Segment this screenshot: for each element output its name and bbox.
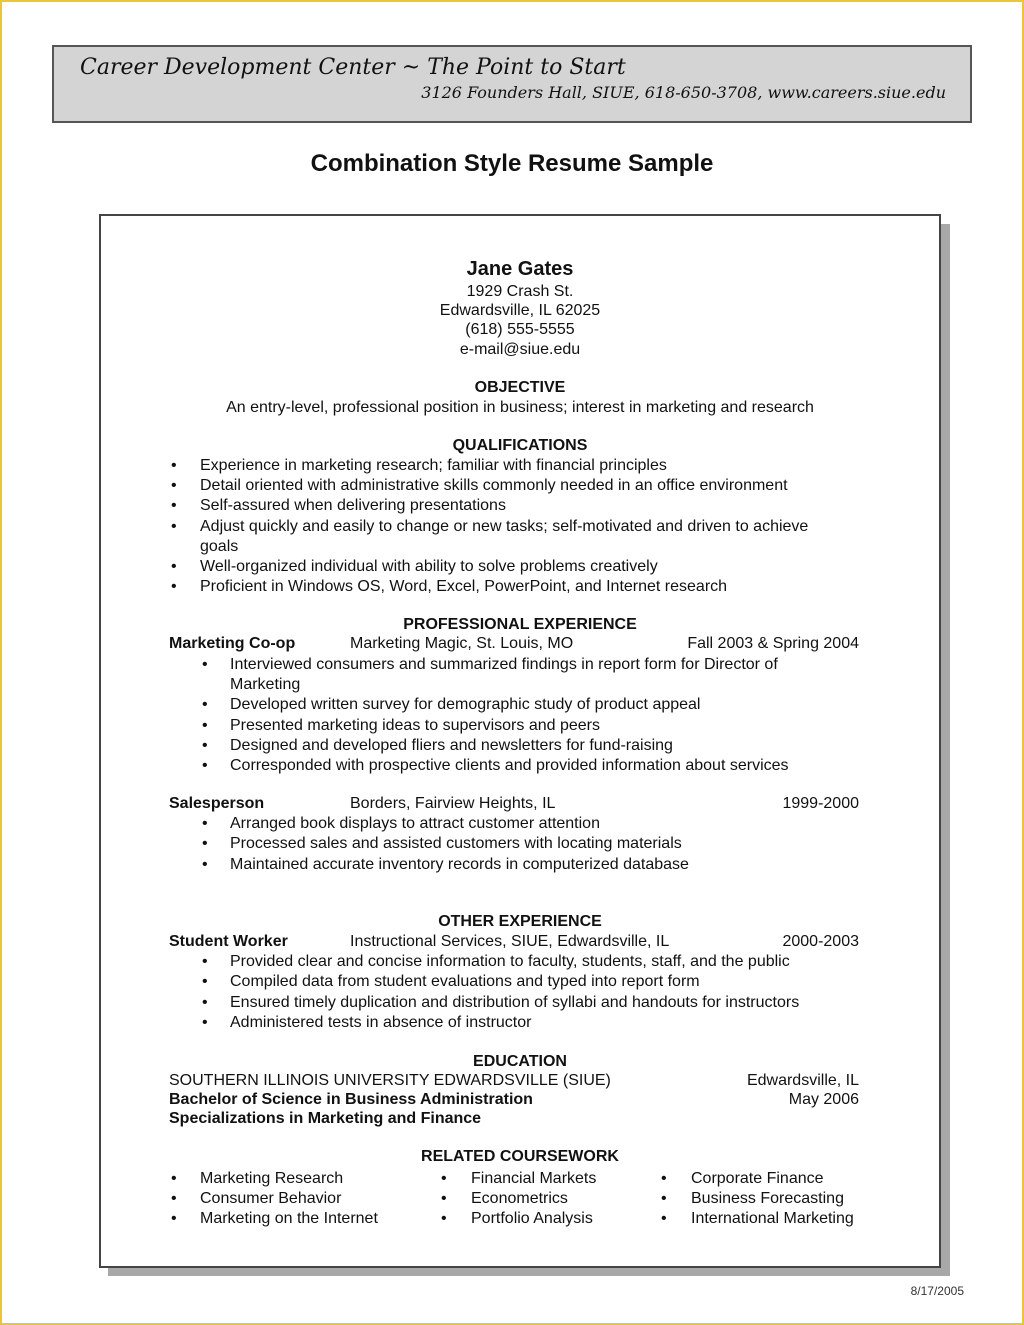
bullet-icon: • [441,1190,447,1208]
bullet-icon: • [202,656,208,673]
list-item-text: Presented marketing ideas to supervisors and peers [230,716,600,734]
bullet-icon: • [202,815,208,832]
list-item-text: Corporate Finance [691,1170,824,1187]
school-location: Edwardsville, IL [746,1072,859,1089]
list-item-text: Experience in marketing research; familiar with financial principles [200,457,667,474]
resume-sheet [99,214,941,1268]
bullet-icon: • [202,973,208,991]
list-item-text: Corresponded with prospective clients and provided information about services [230,757,789,774]
list-item-text: Processed sales and assisted customers with locating materials [230,835,682,853]
bullet-icon: • [202,835,208,853]
bullet-icon: • [202,953,208,970]
bullet-icon: • [441,1170,447,1187]
professional-experience-heading: PROFESSIONAL EXPERIENCE [403,616,637,633]
education-heading: EDUCATION [473,1053,567,1070]
bullet-icon: • [171,1170,177,1187]
banner-title: Career Development Center ~ The Point to Start [80,55,626,80]
list-item-text: Compiled data from student evaluations and typed into report form [230,973,700,991]
bullet-icon: • [202,993,208,1011]
bullet-icon: • [202,736,208,754]
list-item-text: Designed and developed fliers and newsletters for fund-raising [230,736,673,754]
list-item-text: Portfolio Analysis [471,1210,593,1228]
graduation-date: May 2006 [788,1091,859,1108]
bullet-icon: • [202,855,208,873]
list-item-text: Arranged book displays to attract customer attention [230,815,600,832]
phone-number: (618) 555-5555 [465,321,575,338]
bullet-icon: • [661,1170,667,1187]
job-employer: Marketing Magic, St. Louis, MO [350,635,574,652]
bullet-icon: • [171,477,177,495]
job-title: Student Worker [169,933,288,950]
coursework-heading: RELATED COURSEWORK [421,1148,619,1165]
bullet-icon: • [171,457,177,474]
bullet-icon: • [171,558,177,575]
job-dates: 1999-2000 [782,795,859,812]
list-item-text: Detail oriented with administrative skills commonly needed in an office environment [200,477,788,495]
resume-name: Jane Gates [466,258,574,280]
job-title: Salesperson [169,795,265,812]
bullet-icon: • [202,696,208,714]
list-item-text: Marketing Research [200,1170,344,1187]
list-item-text: Business Forecasting [691,1190,844,1208]
header-banner [52,45,972,123]
bullet-icon: • [171,497,177,515]
email-address: e-mail@siue.edu [459,341,581,358]
list-item-text: Interviewed consumers and summarized findings in report form for Director of [230,656,778,673]
bullet-icon: • [202,1014,208,1032]
bullet-icon: • [202,716,208,734]
bullet-icon: • [171,1190,177,1208]
list-item-text: Administered tests in absence of instructor [230,1014,532,1032]
job-dates: 2000-2003 [782,933,859,950]
job-employer: Borders, Fairview Heights, IL [350,795,556,812]
list-item-text: Self-assured when delivering presentations [200,497,506,515]
other-experience-heading: OTHER EXPERIENCE [438,913,602,930]
street-address: 1929 Crash St. [466,283,574,300]
bullet-icon: • [202,757,208,774]
list-item-text: Adjust quickly and easily to change or new tasks; self-motivated and driven to achieve [200,517,809,535]
bullet-icon: • [171,578,177,596]
list-item-text: Financial Markets [471,1170,597,1187]
list-item-text: Provided clear and concise information to faculty, students, staff, and the public [230,953,790,970]
degree: Bachelor of Science in Business Administration [169,1091,533,1108]
school-name: SOUTHERN ILLINOIS UNIVERSITY EDWARDSVILLE (SIUE) [169,1072,611,1089]
list-item-text: Maintained accurate inventory records in computerized database [230,855,689,873]
list-item-text: Marketing on the Internet [200,1210,378,1228]
objective-heading: OBJECTIVE [474,379,566,396]
list-item-text: goals [200,537,239,555]
objective-text: An entry-level, professional position in business; interest in marketing and research [226,399,814,416]
list-item-text: Ensured timely duplication and distribution of syllabi and handouts for instructors [230,993,800,1011]
city-state-zip: Edwardsville, IL 62025 [439,302,601,319]
bullet-icon: • [661,1210,667,1228]
qualifications-heading: QUALIFICATIONS [452,437,588,454]
list-item-text: Developed written survey for demographic study of product appeal [230,696,701,714]
list-item-text: Consumer Behavior [200,1190,342,1208]
bullet-icon: • [171,1210,177,1228]
list-item-text: Marketing [230,676,301,694]
list-item-text: Proficient in Windows OS, Word, Excel, PowerPoint, and Internet research [200,578,728,596]
bullet-icon: • [441,1210,447,1228]
job-dates: Fall 2003 & Spring 2004 [687,635,859,652]
bullet-icon: • [661,1190,667,1208]
banner-address: 3126 Founders Hall, SIUE, 618-650-3708, www.careers.siue.edu [421,83,946,102]
bullet-icon: • [171,517,177,535]
footer-date: 8/17/2005 [910,1284,964,1298]
job-employer: Instructional Services, SIUE, Edwardsville, IL [350,933,670,950]
specializations: Specializations in Marketing and Finance [169,1110,482,1127]
list-item-text: Econometrics [471,1190,568,1208]
document-title: Combination Style Resume Sample [310,150,714,177]
list-item-text: Well-organized individual with ability to solve problems creatively [200,558,658,575]
job-title: Marketing Co-op [169,635,296,652]
list-item-text: International Marketing [691,1210,854,1228]
